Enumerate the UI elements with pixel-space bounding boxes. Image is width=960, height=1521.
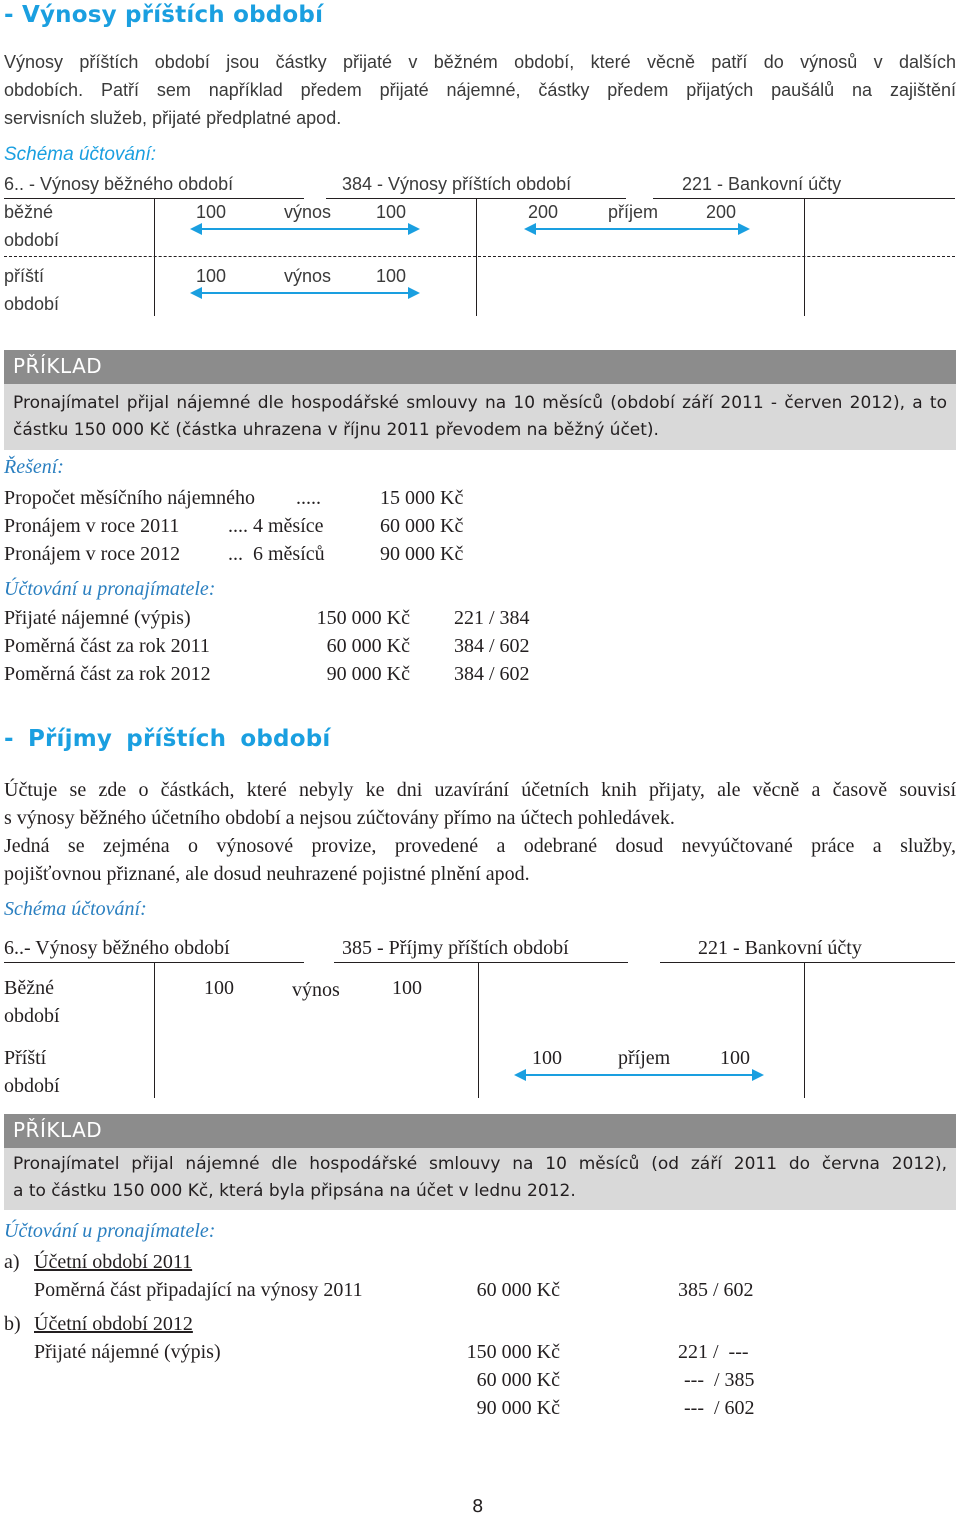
amount: 100 bbox=[196, 266, 227, 286]
example-text-line: a to částku 150 000 Kč, která byla připsána na účet v lednu 2012. bbox=[13, 1181, 576, 1201]
accounting-label: Účtování u pronajímatele: bbox=[4, 1220, 216, 1242]
accounting-row-accounts: 384 / 602 bbox=[454, 663, 530, 685]
amount: 100 bbox=[204, 977, 234, 999]
period-divider bbox=[4, 256, 955, 257]
example-text-line: částku 150 000 Kč (částka uhrazena v říjnu 2011 převodem na běžný účet). bbox=[13, 420, 659, 440]
amount: 100 bbox=[196, 202, 227, 222]
t-account-divider bbox=[478, 962, 479, 1098]
double-arrow-icon bbox=[190, 286, 420, 300]
paragraph-line: Jedná se zejména o výnosové provize, provedené a odebrané dosud nevyúčtované práce a služby, bbox=[4, 835, 956, 857]
accounting-row-amount: 150 000 Kč bbox=[316, 607, 410, 629]
row-label: příští bbox=[4, 266, 45, 286]
solution-row-mid: ... 6 měsíců bbox=[228, 543, 325, 565]
row-label: běžné bbox=[4, 202, 54, 222]
row-label: období bbox=[4, 1005, 60, 1027]
account-title-221: 221 - Bankovní účty bbox=[698, 937, 862, 959]
example-box bbox=[4, 350, 956, 450]
schema-label: Schéma účtování: bbox=[4, 144, 157, 165]
amount: 200 bbox=[706, 202, 737, 222]
t-account-divider bbox=[476, 198, 477, 316]
accounting-row-accounts: 221 / --- bbox=[678, 1341, 749, 1363]
example-text-line: Pronajímatel přijal nájemné dle hospodářské smlouvy na 10 měsíců (od září 2011 do června 2012), bbox=[13, 1154, 947, 1174]
solution-row-label: Propočet měsíčního nájemného bbox=[4, 487, 256, 509]
account-title-6: 6..- Výnosy běžného období bbox=[4, 937, 230, 959]
solution-row-value: 60 000 Kč bbox=[380, 515, 464, 537]
row-label: období bbox=[4, 294, 60, 314]
paragraph-line: servisních služeb, přijaté předplatné apod. bbox=[4, 108, 342, 128]
double-arrow-icon bbox=[190, 222, 420, 236]
accounting-row-label: Poměrná část za rok 2011 bbox=[4, 635, 210, 657]
amount: 100 bbox=[376, 266, 407, 286]
example-box-header bbox=[4, 1114, 956, 1148]
example-box bbox=[4, 1114, 956, 1210]
example-box-header bbox=[4, 350, 956, 384]
solution-row-value: 15 000 Kč bbox=[380, 487, 464, 509]
paragraph-line: obdobích. Patří sem například předem přijaté nájemné, částky předem přijatých paušálů na zajištění bbox=[4, 80, 956, 100]
t-account-line bbox=[660, 962, 955, 963]
solution-label: Řešení: bbox=[4, 456, 64, 478]
entry-label: výnos bbox=[284, 202, 332, 222]
entry-label: příjem bbox=[608, 202, 659, 222]
amount: 100 bbox=[376, 202, 407, 222]
accounting-row-amount: 90 000 Kč bbox=[326, 663, 410, 685]
part-title: Účetní období 2012 bbox=[34, 1313, 193, 1335]
accounting-row-accounts: 221 / 384 bbox=[454, 607, 530, 629]
solution-row-label: Pronájem v roce 2012 bbox=[4, 543, 181, 565]
accounting-row-label: Přijaté nájemné (výpis) bbox=[34, 1341, 221, 1363]
double-arrow-icon bbox=[514, 1068, 764, 1082]
paragraph-line: Výnosy příštích období jsou částky přijaté v běžném období, které věcně patří do výnosů v dalších bbox=[4, 52, 956, 72]
accounting-row-amount: 90 000 Kč bbox=[476, 1397, 560, 1419]
accounting-row-amount: 150 000 Kč bbox=[466, 1341, 560, 1363]
accounting-row-amount: 60 000 Kč bbox=[476, 1279, 560, 1301]
accounting-row-label: Poměrná část připadající na výnosy 2011 bbox=[34, 1279, 363, 1301]
row-label: období bbox=[4, 230, 60, 250]
solution-row-value: 90 000 Kč bbox=[380, 543, 464, 565]
row-label: Běžné bbox=[4, 977, 54, 999]
amount: 200 bbox=[528, 202, 559, 222]
account-title-384: 384 - Výnosy příštích období bbox=[342, 174, 572, 194]
t-account-divider bbox=[804, 962, 805, 1098]
accounting-row-accounts: 384 / 602 bbox=[454, 635, 530, 657]
amount: 100 bbox=[392, 977, 422, 999]
paragraph-line: Účtuje se zde o částkách, které nebyly ke dni uzavírání účetních knih přijaty, ale věcně a časově souvisí bbox=[4, 779, 956, 801]
t-account-divider bbox=[154, 962, 155, 1098]
accounting-row-amount: 60 000 Kč bbox=[476, 1369, 560, 1391]
entry-label: výnos bbox=[292, 979, 340, 1001]
solution-row-mid: ..... bbox=[296, 487, 321, 509]
section-heading-vynosy: - Výnosy příštích období bbox=[4, 2, 324, 28]
paragraph-line: s výnosy běžného účetního období a nejsou zúčtovány přímo na účtech pohledávek. bbox=[4, 807, 675, 829]
t-account-divider bbox=[804, 198, 805, 316]
amount: 100 bbox=[720, 1047, 750, 1069]
amount: 100 bbox=[532, 1047, 562, 1069]
row-label: Příští bbox=[4, 1047, 47, 1069]
accounting-row-label: Poměrná část za rok 2012 bbox=[4, 663, 211, 685]
entry-label: výnos bbox=[284, 266, 332, 286]
account-title-6: 6.. - Výnosy běžného období bbox=[4, 174, 234, 194]
part-title: Účetní období 2011 bbox=[34, 1251, 193, 1273]
paragraph-line: pojišťovnou přiznané, ale dosud neuhrazené pojistné plnění apod. bbox=[4, 863, 530, 885]
page-number: 8 bbox=[472, 1496, 484, 1517]
solution-row-label: Pronájem v roce 2011 bbox=[4, 515, 180, 537]
example-title: PŘÍKLAD bbox=[13, 1118, 103, 1142]
account-title-221: 221 - Bankovní účty bbox=[682, 174, 842, 194]
accounting-label: Účtování u pronajímatele: bbox=[4, 578, 216, 600]
t-account-divider bbox=[154, 198, 155, 316]
entry-label: příjem bbox=[618, 1047, 671, 1069]
account-title-385: 385 - Příjmy příštích období bbox=[342, 937, 569, 959]
double-arrow-icon bbox=[524, 222, 750, 236]
example-text-line: Pronajímatel přijal nájemné dle hospodářské smlouvy na 10 měsíců (období září 2011 - červen 2012), a to bbox=[13, 393, 947, 413]
accounting-row-accounts: --- / 602 bbox=[684, 1397, 755, 1419]
accounting-row-accounts: 385 / 602 bbox=[678, 1279, 754, 1301]
t-account-line bbox=[334, 962, 628, 963]
accounting-row-amount: 60 000 Kč bbox=[326, 635, 410, 657]
solution-row-mid: .... 4 měsíce bbox=[228, 515, 324, 537]
part-marker: a) bbox=[4, 1251, 20, 1273]
row-label: období bbox=[4, 1075, 60, 1097]
schema-label: Schéma účtování: bbox=[4, 898, 147, 920]
accounting-row-accounts: --- / 385 bbox=[684, 1369, 755, 1391]
section-heading-prijmy: - Příjmy příštích období bbox=[4, 726, 331, 752]
accounting-row-label: Přijaté nájemné (výpis) bbox=[4, 607, 191, 629]
example-title: PŘÍKLAD bbox=[13, 354, 103, 378]
part-marker: b) bbox=[4, 1313, 21, 1335]
